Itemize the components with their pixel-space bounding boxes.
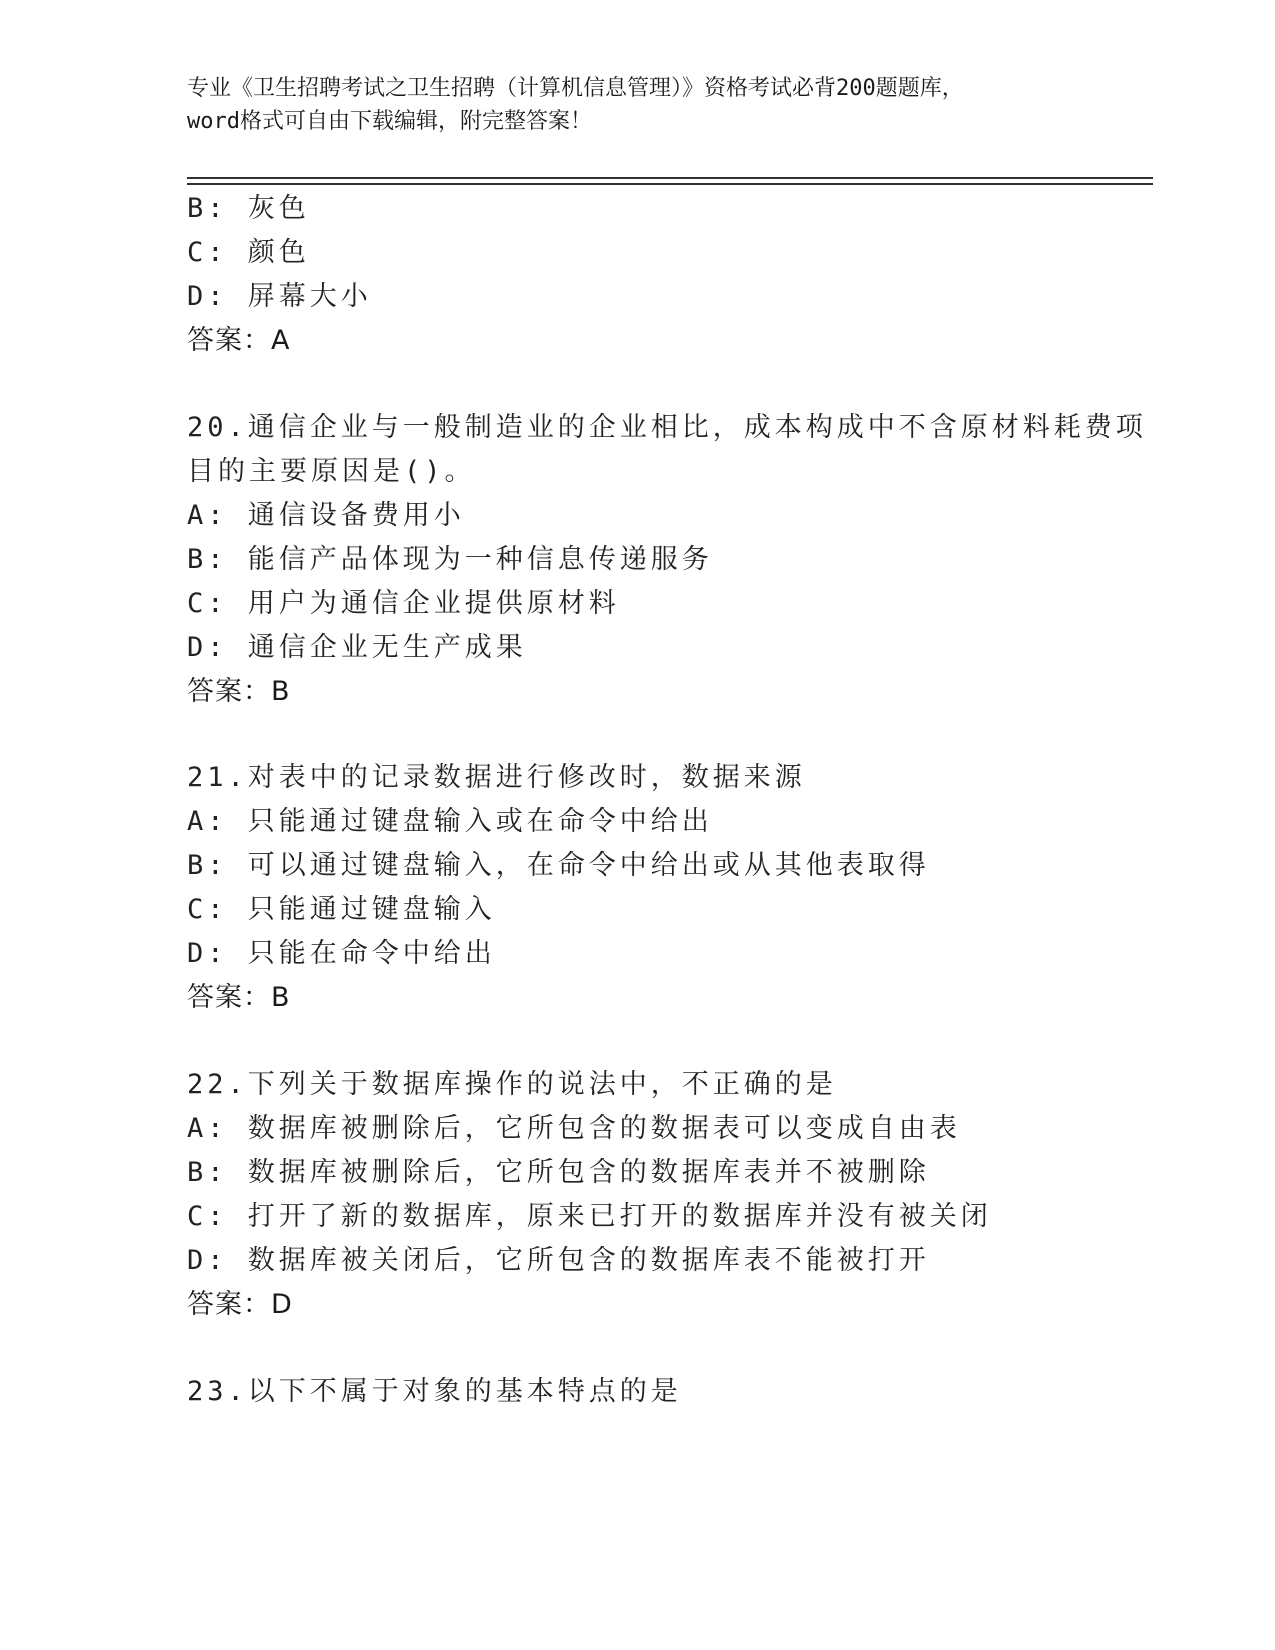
q21-answer: 答案：B bbox=[187, 982, 291, 1013]
header-title-line-2: word格式可自由下载编辑，附完整答案！ bbox=[187, 109, 592, 134]
q22-option-c: C: 打开了新的数据库，原来已打开的数据库并没有被关闭 bbox=[187, 1201, 992, 1232]
q19-option-c: C: 颜色 bbox=[187, 237, 310, 268]
q20-option-a: A: 通信设备费用小 bbox=[187, 500, 465, 531]
q19-option-b: B: 灰色 bbox=[187, 193, 310, 224]
q22-option-d: D: 数据库被关闭后，它所包含的数据库表不能被打开 bbox=[187, 1245, 930, 1276]
q22-option-a: A: 数据库被删除后，它所包含的数据表可以变成自由表 bbox=[187, 1113, 961, 1144]
q22-option-b: B: 数据库被删除后，它所包含的数据库表并不被删除 bbox=[187, 1157, 930, 1188]
q20-stem-line-2: 目的主要原因是()。 bbox=[187, 456, 476, 487]
q21-stem-line-1: 21.对表中的记录数据进行修改时，数据来源 bbox=[187, 762, 806, 793]
q20-stem-line-1: 20.通信企业与一般制造业的企业相比，成本构成中不含原材料耗费项 bbox=[187, 412, 1147, 443]
header-divider-bottom bbox=[187, 183, 1153, 185]
q19-answer: 答案：A bbox=[187, 325, 291, 356]
q22-answer: 答案：D bbox=[187, 1289, 293, 1320]
q21-option-a: A: 只能通过键盘输入或在命令中给出 bbox=[187, 806, 713, 837]
header-divider-top bbox=[187, 177, 1153, 179]
q21-option-b: B: 可以通过键盘输入，在命令中给出或从其他表取得 bbox=[187, 850, 930, 881]
q19-option-d: D: 屏幕大小 bbox=[187, 281, 372, 312]
document-header bbox=[187, 72, 1087, 138]
q21-option-d: D: 只能在命令中给出 bbox=[187, 938, 496, 969]
q21-option-c: C: 只能通过键盘输入 bbox=[187, 894, 496, 925]
header-title-line-1: 专业《卫生招聘考试之卫生招聘（计算机信息管理）》资格考试必背200题题库， bbox=[187, 76, 964, 101]
q20-option-c: C: 用户为通信企业提供原材料 bbox=[187, 588, 620, 619]
q20-option-b: B: 能信产品体现为一种信息传递服务 bbox=[187, 544, 713, 575]
q20-answer: 答案：B bbox=[187, 676, 291, 707]
q22-stem-line-1: 22.下列关于数据库操作的说法中，不正确的是 bbox=[187, 1069, 837, 1100]
q23-stem-line-1: 23.以下不属于对象的基本特点的是 bbox=[187, 1376, 682, 1407]
q20-option-d: D: 通信企业无生产成果 bbox=[187, 632, 527, 663]
